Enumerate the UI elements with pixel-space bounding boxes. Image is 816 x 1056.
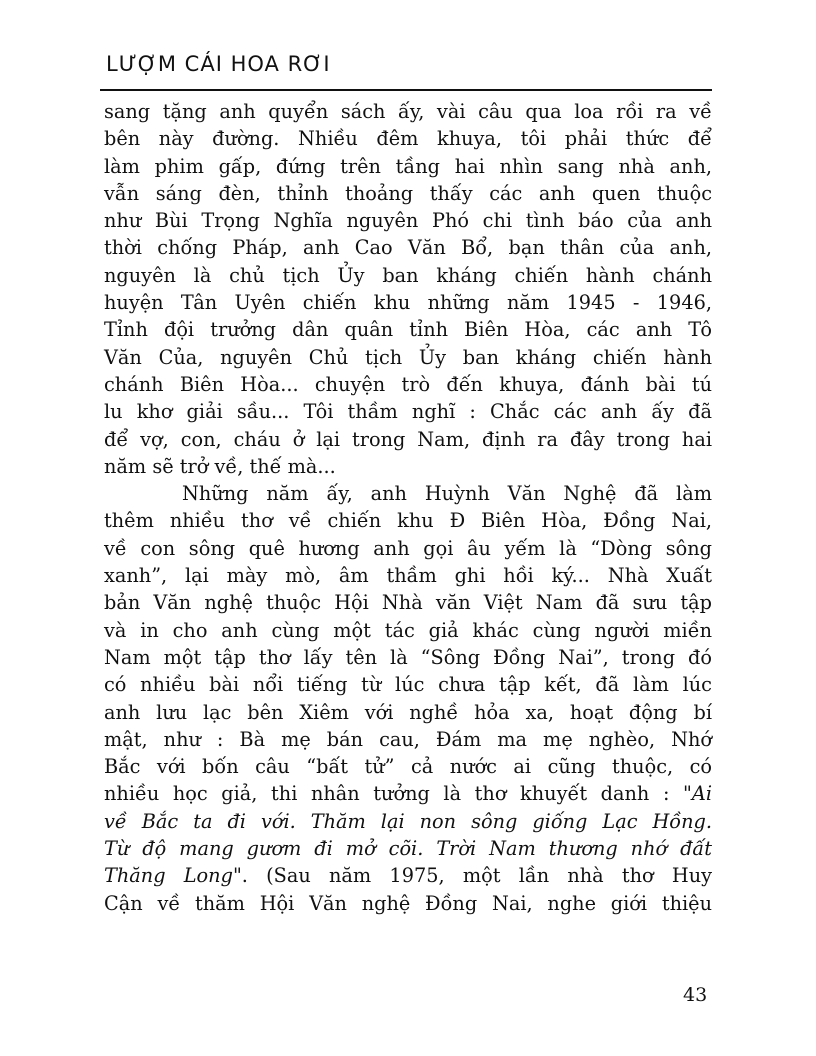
page-number: 43 <box>683 984 708 1006</box>
running-header: LƯỢM CÁI HOA RƠI <box>106 52 331 76</box>
text-line: nguyên là chủ tịch Ủy ban kháng chiến hành chánh <box>104 263 712 287</box>
text-line: như Bùi Trọng Nghĩa nguyên Phó chi tình báo của anh <box>104 209 712 233</box>
text-line: huyện Tân Uyên chiến khu những năm 1945 - 1946, <box>104 291 712 315</box>
paragraph-1 <box>104 98 712 480</box>
text-line <box>104 780 712 807</box>
text-line: mật, như : Bà mẹ bán cau, Đám ma mẹ nghèo, Nhớ <box>104 727 712 751</box>
italic-poem-text: về Bắc ta đi với. Thăm lại non sông giống Lạc Hồng. <box>104 809 712 833</box>
body-text <box>104 98 712 917</box>
text-line: xanh”, lại mày mò, âm thầm ghi hồi ký... Nhà Xuất <box>104 564 712 588</box>
text-line: và in cho anh cùng một tác giả khác cùng người miền <box>104 618 712 642</box>
text-line: chánh Biên Hòa... chuyện trò đến khuya, đánh bài tú <box>104 372 712 396</box>
text-line: bản Văn nghệ thuộc Hội Nhà văn Việt Nam đã sưu tập <box>104 591 712 615</box>
text-line <box>104 862 712 889</box>
text-line: sang tặng anh quyển sách ấy, vài câu qua loa rồi ra về <box>104 100 712 123</box>
italic-poem-text: Thăng Long <box>104 864 233 888</box>
text-line <box>104 835 712 862</box>
text-line: làm phim gấp, đứng trên tầng hai nhìn sang nhà anh, <box>104 154 712 178</box>
text-line: Văn Của, nguyên Chủ tịch Ủy ban kháng chiến hành <box>104 345 712 369</box>
text-line: anh lưu lạc bên Xiêm với nghề hỏa xa, hoạt động bí <box>104 700 712 724</box>
text-line: thời chống Pháp, anh Cao Văn Bổ, bạn thân của anh, <box>104 236 712 260</box>
text-line: Những năm ấy, anh Huỳnh Văn Nghệ đã làm <box>182 482 712 506</box>
paragraph-2 <box>104 480 712 917</box>
text-segment: ". (Sau năm 1975, một lần nhà thơ Huy <box>232 864 712 888</box>
header-divider <box>100 89 712 91</box>
text-line: Tỉnh đội trưởng dân quân tỉnh Biên Hòa, các anh Tô <box>104 318 712 342</box>
text-line: có nhiều bài nổi tiếng từ lúc chưa tập kết, đã làm lúc <box>104 673 712 697</box>
text-line: vẫn sáng đèn, thỉnh thoảng thấy các anh quen thuộc <box>104 181 712 205</box>
text-line: về con sông quê hương anh gọi âu yếm là “Dòng sông <box>104 536 712 560</box>
text-segment: nhiều học giả, thi nhân tưởng là thơ khuyết danh : " <box>104 782 692 806</box>
text-line: Bắc với bốn câu “bất tử” cả nước ai cũng thuộc, có <box>104 755 712 779</box>
text-line <box>104 808 712 835</box>
text-line: Cận về thăm Hội Văn nghệ Đồng Nai, nghe giới thiệu <box>104 891 712 915</box>
text-line: thêm nhiều thơ về chiến khu Đ Biên Hòa, Đồng Nai, <box>104 509 712 533</box>
italic-poem-text: Ai <box>691 782 712 806</box>
italic-poem-text: Từ độ mang gươm đi mở cõi. Trời Nam thương nhớ đất <box>104 837 712 861</box>
text-line: Nam một tập thơ lấy tên là “Sông Đồng Nai”, trong đó <box>104 645 712 669</box>
text-line: năm sẽ trở về, thế mà... <box>104 454 336 478</box>
text-line: lu khơ giải sầu... Tôi thầm nghĩ : Chắc các anh ấy đã <box>104 400 712 424</box>
text-line: bên này đường. Nhiều đêm khuya, tôi phải thức để <box>104 127 712 151</box>
text-line: để vợ, con, cháu ở lại trong Nam, định ra đây trong hai <box>104 427 712 451</box>
